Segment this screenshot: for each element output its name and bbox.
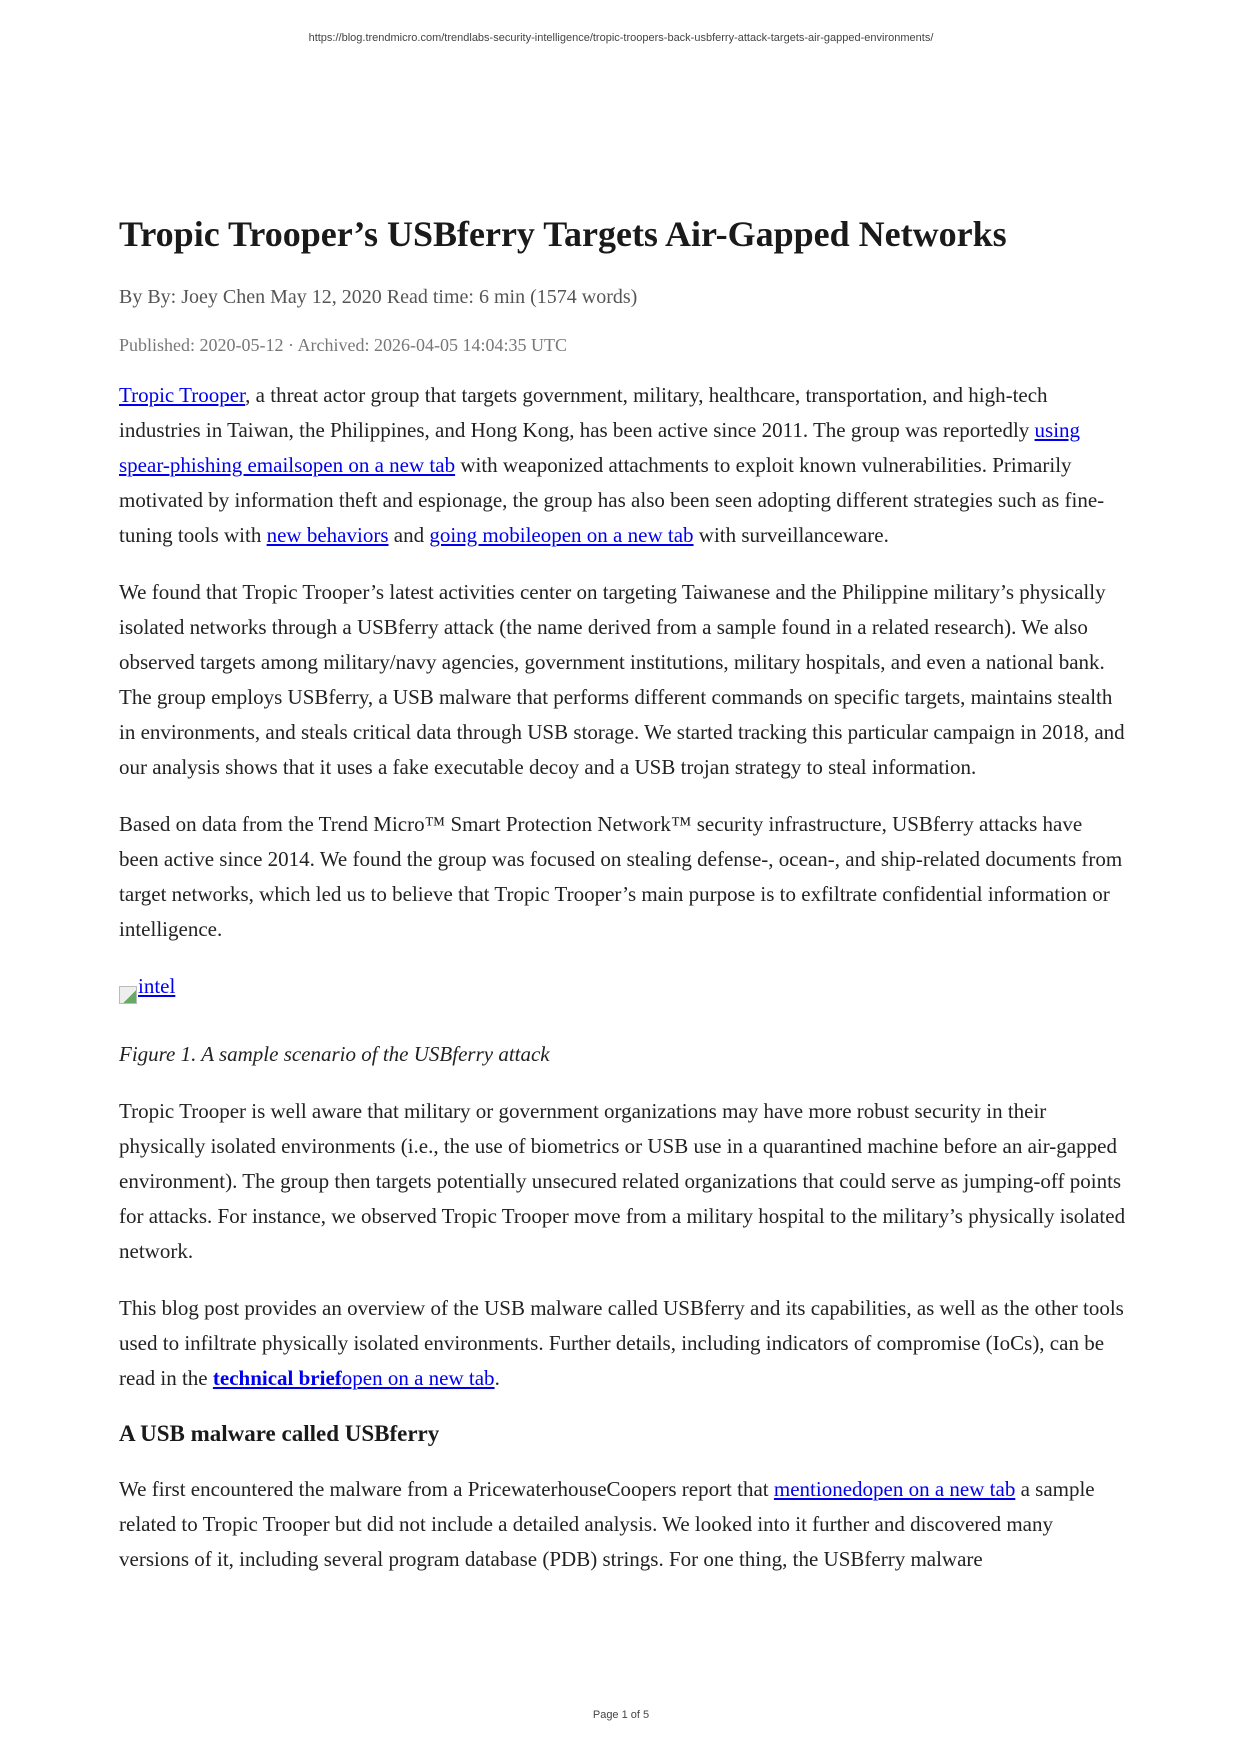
going-mobile-link[interactable]: going mobileopen on a new tab <box>429 523 694 547</box>
text: with surveillanceware. <box>693 523 889 547</box>
text: This blog post provides an overview of the USB malware called USBferry and its capabilities, as well as the other tools used to infiltrate physically isolated environments. Further details, including indicators of compromise (IoCs), can be read in the <box>119 1296 1124 1390</box>
tropic-trooper-link[interactable]: Tropic Trooper <box>119 383 246 407</box>
paragraph-2: We found that Tropic Trooper’s latest activities center on targeting Taiwanese and the Philippine military’s physically isolated networks through a USBferry attack (the name derived from a sample found in a related research). We also observed targets among military/navy agencies, government institutions, military hospitals, and even a national bank. The group employs USBferry, a USB malware that performs different commands on specific targets, maintains stealth in environments, and steals critical data through USB storage. We started tracking this particular campaign in 2018, and our analysis shows that it uses a fake executable decoy and a USB trojan strategy to steal information. <box>119 580 1125 779</box>
text: a sample related to Tropic Trooper but did not include a detailed analysis. We looked into it further and discovered many versions of it, including several program database (PDB) strings. For one thing, the USBferry malware <box>119 1477 1095 1571</box>
article <box>119 212 1127 1599</box>
figure-caption: Figure 1. A sample scenario of the USBferry attack <box>119 1042 550 1066</box>
paragraph-intro <box>119 378 1127 553</box>
figure-1 <box>119 969 1127 1015</box>
broken-image-icon <box>119 986 137 1004</box>
published-info: Published: 2020-05-12 · Archived: 2026-04-05 14:04:35 UTC <box>119 335 567 355</box>
paragraph-4: Tropic Trooper is well aware that military or government organizations may have more robust security in their physically isolated environments (i.e., the use of biometrics or USB use in a quarantined machine before an air-gapped environment). The group then targets potentially unsecured related organizations that could serve as jumping-off points for attacks. For instance, we observed Tropic Trooper move from a military hospital to the military’s physically isolated network. <box>119 1099 1126 1263</box>
page-url: https://blog.trendmicro.com/trendlabs-security-intelligence/tropic-troopers-back-usbferry-attack-targets-air-gapped-environments/ <box>308 32 934 44</box>
paragraph-3: Based on data from the Trend Micro™ Smart Protection Network™ security infrastructure, USBferry attacks have been active since 2014. We found the group was focused on stealing defense-, ocean-, and ship-related documents from target networks, which led us to believe that Tropic Trooper’s main purpose is to exfiltrate confidential information or intelligence. <box>119 812 1123 941</box>
paragraph-5 <box>119 1291 1127 1396</box>
text: . <box>494 1366 500 1390</box>
paragraph-6 <box>119 1472 1127 1577</box>
text: with weaponized attachments to exploit known vulnerabilities. Primarily motivated by information theft and espionage, the group has also been seen adopting different strategies such as fine-tuning tools with <box>119 453 1105 547</box>
technical-brief-link[interactable] <box>213 1366 495 1390</box>
text: and <box>388 523 430 547</box>
text: We first encountered the malware from a PricewaterhouseCoopers report that <box>119 1477 774 1501</box>
figure-image-link[interactable] <box>119 969 175 1004</box>
link-bold-text: technical brief <box>212 1366 342 1390</box>
spear-phishing-link[interactable]: using spear-phishing emailsopen on a new tab <box>119 418 1081 477</box>
section-heading: A USB malware called USBferry <box>119 1421 440 1446</box>
mentioned-link[interactable]: mentionedopen on a new tab <box>773 1477 1016 1501</box>
image-alt-text: intel <box>138 974 176 998</box>
new-behaviors-link[interactable]: new behaviors <box>266 523 389 547</box>
text: , a threat actor group that targets government, military, healthcare, transportation, and high-tech industries in Taiwan, the Philippines, and Hong Kong, has been active since 2011. The group was reportedly <box>119 383 1048 442</box>
page-number: Page 1 of 5 <box>592 1709 650 1721</box>
article-title: Tropic Trooper’s USBferry Targets Air-Gapped Networks <box>119 214 1007 254</box>
link-text: open on a new tab <box>341 1366 495 1390</box>
byline: By By: Joey Chen May 12, 2020 Read time: 6 min (1574 words) <box>119 286 638 308</box>
